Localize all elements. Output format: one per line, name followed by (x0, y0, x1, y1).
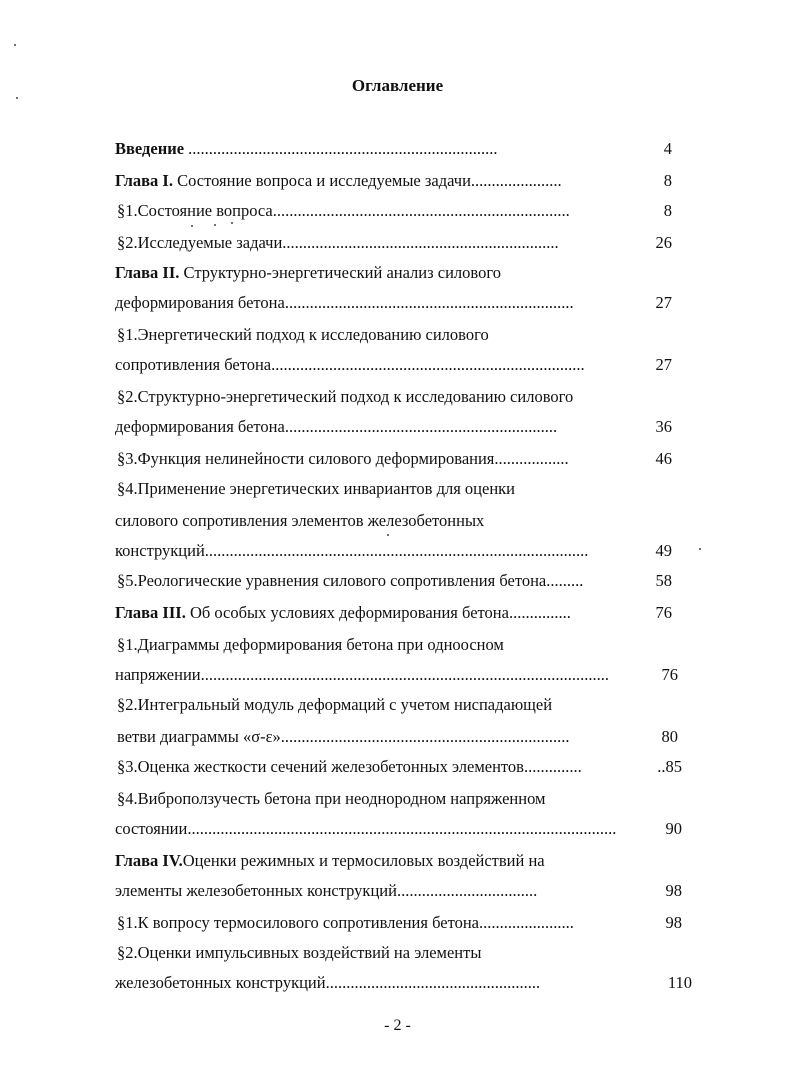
toc-entry-text: §4.Применение энергетических инвариантов для оценки (117, 479, 515, 498)
toc-entry-heading: Глава I. (115, 171, 173, 190)
toc-entry-leader: ....................... (478, 913, 574, 932)
toc-entry-leader: ...................................................................... (280, 727, 570, 746)
toc-entry (117, 634, 504, 656)
scan-speck (16, 97, 18, 99)
toc-entry (117, 912, 658, 934)
toc-entry-page: 46 (655, 449, 672, 468)
toc-entry-text: Об особых условиях деформирования бетона (185, 603, 509, 622)
toc-entry-page: 58 (655, 571, 672, 590)
toc-entry-text: напряжении (115, 665, 201, 684)
toc-entry-page: 76 (655, 603, 672, 622)
toc-entry-text: §2.Исследуемые задачи (117, 233, 283, 252)
toc-entry (115, 602, 648, 624)
toc-entry (117, 788, 545, 810)
toc-entry-text: §3.Функция нелинейности силового деформирования (117, 449, 495, 468)
toc-entry-text: Оценки режимных и термосиловых воздействий на (182, 851, 545, 870)
scan-speck (191, 225, 193, 227)
toc-entry (117, 200, 657, 222)
toc-entry-leader: ................................................................................................... (200, 665, 609, 684)
toc-entry-leader: ........................................................................... (184, 139, 498, 158)
scan-speck (699, 548, 701, 550)
toc-entry-leader: ............................................................................................. (204, 541, 589, 560)
toc-entry (117, 570, 648, 592)
toc-entry-text: §4.Виброползучесть бетона при неоднородном напряженном (117, 789, 546, 808)
toc-entry-text: §1.Состояние вопроса (117, 201, 273, 220)
toc-entry-page: 8 (663, 171, 672, 190)
toc-entry-text: конструкций (115, 541, 205, 560)
toc-entry-page: 27 (655, 293, 672, 312)
toc-entry (115, 262, 501, 284)
toc-entry (115, 170, 657, 192)
toc-entry-text: §1.К вопросу термосилового сопротивления бетона (117, 913, 479, 932)
toc-entry-text: §1.Энергетический подход к исследованию силового (117, 325, 489, 344)
toc-entry (117, 942, 481, 964)
toc-entry (115, 850, 545, 872)
toc-entry-text: §2.Интегральный модуль деформаций с учетом ниспадающей (117, 695, 553, 714)
toc-entry-text: §3.Оценка жесткости сечений железобетонных элементов (117, 757, 524, 776)
toc-entry (115, 510, 484, 532)
toc-entry-leader: .............. (523, 757, 582, 776)
toc-entry-leader: ................................................................... (282, 233, 559, 252)
toc-entry-page: 8 (663, 201, 672, 220)
toc-entry-leader: ...................... (470, 171, 562, 190)
toc-entry-page: ..85 (657, 757, 682, 776)
toc-entry-leader: .................................. (396, 881, 538, 900)
toc-entry-text: деформирования бетона (115, 293, 285, 312)
toc-entry-leader: .................................................... (325, 973, 541, 992)
toc-entry-page: 98 (665, 913, 682, 932)
toc-entry (117, 324, 489, 346)
toc-entry (117, 386, 573, 408)
toc-entry-text: §2.Структурно-энергетический подход к исследованию силового (117, 387, 574, 406)
toc-entry-text: §2.Оценки импульсивных воздействий на элементы (117, 943, 482, 962)
toc-entry-text: состоянии (115, 819, 188, 838)
toc-entry-text: Состояние вопроса и исследуемые задачи (172, 171, 471, 190)
toc-entry-text: силового сопротивления элементов железобетонных (115, 511, 485, 530)
toc-entry-text: сопротивления бетона (115, 355, 272, 374)
toc-entry-heading: Введение (115, 139, 185, 158)
toc-entry (115, 540, 648, 562)
toc-entry-text: §1.Диаграммы деформирования бетона при одноосном (117, 635, 504, 654)
toc-entry-heading: Глава IV. (115, 851, 183, 870)
toc-entry-page: 80 (661, 727, 678, 746)
toc-entry-leader: ............... (508, 603, 571, 622)
toc-entry-text: ветви диаграммы «σ-ε» (117, 727, 281, 746)
toc-entry-heading: Глава III. (115, 603, 186, 622)
toc-entry (117, 448, 648, 470)
toc-entry-leader: ........................................................................ (272, 201, 570, 220)
toc-entry (115, 354, 648, 376)
toc-entry (117, 232, 648, 254)
toc-entry (117, 726, 654, 748)
toc-entry-leader: .................................................................. (284, 417, 558, 436)
toc-entry-page: 110 (667, 973, 692, 992)
scan-speck (214, 224, 216, 226)
toc-entry (117, 756, 640, 778)
toc-entry (115, 818, 658, 840)
toc-entry (115, 292, 648, 314)
toc-entry (115, 972, 659, 994)
toc-entry (117, 478, 515, 500)
toc-title: Оглавление (351, 76, 444, 95)
toc-entry-leader: ........................................................................................................ (187, 819, 617, 838)
toc-entry-leader: .................. (494, 449, 569, 468)
toc-entry-text: §5.Реологические уравнения силового сопротивления бетона (117, 571, 547, 590)
toc-entry-text: деформирования бетона (115, 417, 285, 436)
toc-entry-text: железобетонных конструкций (115, 973, 326, 992)
toc-entry (115, 138, 657, 160)
scan-speck (387, 534, 389, 536)
toc-entry (115, 416, 648, 438)
toc-entry-page: 98 (665, 881, 682, 900)
scan-speck (231, 222, 233, 224)
toc-entry-leader: ............................................................................ (271, 355, 585, 374)
toc-entry (117, 694, 552, 716)
toc-entry-page: 36 (655, 417, 672, 436)
scan-speck (14, 44, 16, 46)
toc-entry-page: 26 (655, 233, 672, 252)
toc-entry-text: элементы железобетонных конструкций (115, 881, 397, 900)
page-number: - 2 - (384, 1017, 411, 1034)
toc-entry-page: 4 (663, 139, 672, 158)
toc-entry-page: 76 (661, 665, 678, 684)
toc-entry-page: 49 (655, 541, 672, 560)
toc-entry (115, 880, 658, 902)
toc-entry-heading: Глава II. (115, 263, 180, 282)
toc-entry-text: Структурно-энергетический анализ силового (179, 263, 501, 282)
toc-entry-leader: ......... (546, 571, 584, 590)
toc-entry-leader: ...................................................................... (284, 293, 574, 312)
toc-entry (115, 664, 654, 686)
toc-entry-page: 27 (655, 355, 672, 374)
toc-entry-page: 90 (665, 819, 682, 838)
